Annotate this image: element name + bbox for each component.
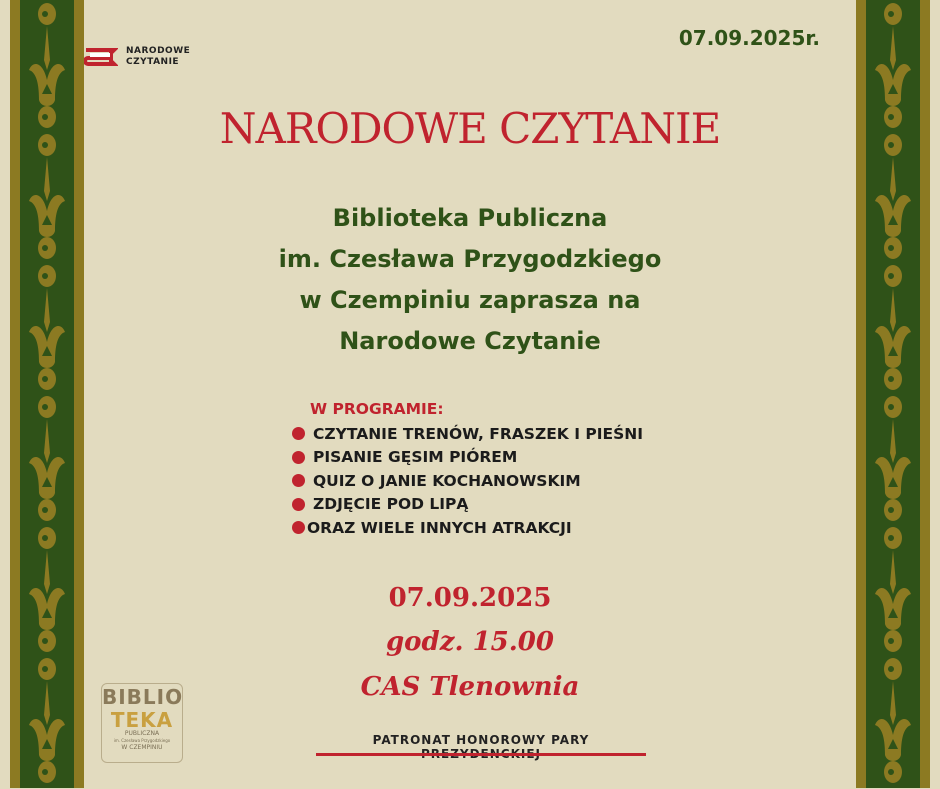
item-label: QUIZ O JANIE KOCHANOWSKIM	[313, 471, 581, 490]
bullet-icon	[292, 521, 305, 534]
intro-line: im. Czesława Przygodzkiego	[278, 245, 662, 273]
program-list	[292, 400, 643, 540]
item-label: ORAZ WIELE INNYCH ATRAKCJI	[307, 518, 572, 537]
list-item	[292, 422, 643, 446]
intro-line: w Czempiniu zaprasza na	[299, 286, 641, 314]
list-item	[292, 446, 643, 470]
bullet-icon	[292, 451, 305, 464]
narodowe-czytanie-logo	[84, 46, 190, 68]
logo-text: im. Czesława Przygodzkiego	[113, 738, 171, 743]
bullet-icon	[292, 474, 305, 487]
bullet-icon	[292, 498, 305, 511]
library-logo	[101, 683, 183, 763]
list-item	[292, 516, 643, 540]
patron-text: PATRONAT HONOROWY PARY	[372, 733, 590, 747]
item-label: PISANIE GĘSIM PIÓREM	[313, 448, 518, 467]
logo-text: TEKA	[110, 708, 174, 732]
intro-text	[0, 198, 940, 362]
event-date: 07.09.2025	[388, 583, 552, 613]
tulip-ornament-icon	[871, 393, 915, 523]
logo-text: PUBLICZNA	[124, 730, 160, 737]
item-label: ZDJĘCIE POD LIPĄ	[313, 495, 469, 514]
event-place: CAS Tlenownia	[360, 672, 580, 702]
book-icon	[84, 48, 118, 66]
intro-line: Biblioteka Publiczna	[332, 204, 608, 232]
divider	[316, 753, 646, 756]
intro-line: Narodowe Czytanie	[339, 327, 601, 355]
program-heading: W PROGRAMIE:	[310, 400, 444, 418]
page-title: NARODOWE CZYTANIE	[219, 104, 721, 153]
list-item	[292, 469, 643, 493]
logo-text: CZYTANIE	[126, 57, 180, 67]
event-time: godz. 15.00	[386, 627, 554, 657]
logo-text: NARODOWE	[126, 46, 191, 56]
tulip-ornament-icon	[25, 393, 69, 523]
header-date: 07.09.2025r.	[678, 26, 820, 50]
list-item	[292, 493, 643, 517]
bullet-icon	[292, 427, 305, 440]
item-label: CZYTANIE TRENÓW, FRASZEK I PIEŚNI	[313, 424, 643, 443]
logo-text: BIBLIO	[102, 685, 184, 709]
logo-text: W CZEMPINIU	[121, 744, 163, 751]
